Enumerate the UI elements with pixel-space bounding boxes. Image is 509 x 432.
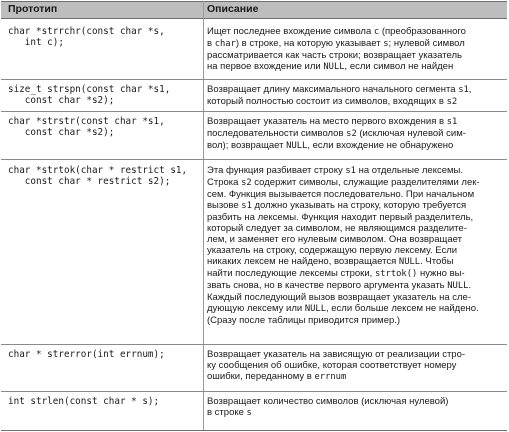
text-run: , если вхождение не обнаружено: [307, 140, 454, 151]
description-line: [207, 280, 505, 292]
code-token: s2: [346, 129, 357, 139]
table-header: [1, 1, 507, 19]
text-run: в строке: [207, 407, 247, 418]
text-run: Возвращает указатель на зависящую от реализации стро-: [207, 349, 466, 360]
description-line: [207, 26, 505, 38]
description-line: [207, 140, 505, 152]
description-line: [207, 128, 505, 140]
code-token: NULL: [286, 141, 308, 151]
description-strerror: [207, 349, 505, 383]
code-token: s: [246, 408, 252, 418]
code-token: strtok(): [374, 269, 418, 279]
text-run: вызове: [207, 200, 242, 211]
prototype-strspn: size_t strspn(const char *s1, const char *s2);: [8, 84, 171, 106]
description-line: [207, 315, 505, 326]
code-token: char: [214, 39, 236, 49]
row-separator: [1, 79, 507, 80]
code-token: NULL: [304, 304, 326, 314]
description-line: [207, 38, 505, 50]
column-divider: [203, 1, 204, 430]
text-run: Возвращает количество символов (исключая нулевой): [207, 396, 449, 407]
text-run: (исключая нулевой сим-: [356, 128, 466, 139]
text-run: должно указывать на строку, которую требуется: [251, 200, 467, 211]
header-prototype: Прототип: [8, 3, 58, 15]
text-run: Возвращает длину максимального начального сегмента: [207, 84, 459, 95]
text-run: на отдельные лексемы.: [355, 165, 463, 176]
text-run: Ищет последнее вхождение символа: [207, 26, 374, 37]
row-separator: [1, 391, 507, 392]
description-line: [207, 189, 505, 200]
text-run: ) в строке, на которую указывает: [235, 38, 384, 49]
table-bottom-rule: [1, 430, 507, 431]
text-run: Каждый последующий вызов возвращает указатель на сле-: [207, 292, 471, 303]
prototype-strlen: int strlen(const char * s);: [8, 396, 160, 407]
description-line: [207, 268, 505, 280]
text-run: Строка: [207, 177, 242, 188]
text-run: на первое вхождение или: [207, 61, 324, 72]
description-line: [207, 349, 505, 360]
row-separator: [1, 344, 507, 345]
code-token: s1: [345, 166, 356, 176]
text-run: который полностью состоит из символов, входящих в: [207, 96, 447, 107]
text-run: (преобразованного: [379, 26, 466, 37]
description-strspn: [207, 84, 505, 108]
description-line: [207, 407, 505, 419]
description-line: [207, 371, 505, 383]
description-strstr: [207, 116, 505, 152]
text-run: , если символ не найден: [344, 61, 454, 72]
description-strlen: [207, 396, 505, 419]
text-run: найти последующие лексемы строки,: [207, 268, 375, 279]
code-token: NULL: [323, 62, 345, 72]
text-run: (Сразу после таблицы приводится пример.): [207, 315, 401, 326]
text-run: вол); возвращает: [207, 140, 287, 151]
code-token: c: [373, 27, 380, 37]
text-run: никаких лексем не найдено, возвращается: [207, 256, 399, 267]
code-token: s2: [241, 178, 252, 188]
description-line: [207, 212, 505, 223]
text-run: ,: [468, 84, 472, 95]
code-token: NULL: [447, 281, 469, 291]
text-run: разбить на лексемы. Функция находит первый разделитель,: [207, 212, 474, 223]
text-run: Возвращает указатель на место первого вхождения в: [207, 116, 447, 127]
header-description: Описание: [207, 3, 259, 15]
description-line: [207, 223, 505, 234]
row-separator: [1, 159, 507, 160]
code-token: s: [383, 39, 389, 49]
text-run: содержит символы, служащие разделителями лек-: [251, 177, 480, 188]
text-run: ; нулевой символ: [388, 38, 465, 49]
code-token: s1: [458, 85, 469, 95]
code-token: s2: [446, 97, 458, 107]
text-run: в: [207, 38, 215, 49]
row-separator: [1, 111, 507, 112]
description-line: [207, 396, 505, 407]
text-run: нужно вы-: [417, 268, 465, 279]
description-strrchr: [207, 26, 505, 73]
text-run: последовательности символов: [207, 128, 347, 139]
text-run: , если больше лексем не найдено.: [326, 303, 479, 314]
description-line: [207, 165, 505, 177]
description-line: [207, 234, 505, 245]
description-line: [207, 50, 505, 61]
prototype-strerror: char * strerror(int errnum);: [8, 349, 165, 360]
description-line: [207, 245, 505, 256]
description-line: [207, 256, 505, 268]
text-run: ку сообщения об ошибке, которая соответствует номеру: [207, 360, 457, 371]
prototype-strtok: char *strtok(char * restrict s1, const char * restrict s2);: [8, 165, 188, 187]
description-line: [207, 96, 505, 108]
description-line: [207, 61, 505, 73]
text-run: ошибки, переданному в: [207, 371, 315, 382]
text-run: дующую лексему или: [207, 303, 305, 314]
description-line: [207, 116, 505, 128]
code-token: errnum: [314, 372, 347, 382]
prototype-strrchr: char *strrchr(const char *s, int c);: [8, 26, 165, 48]
code-token: s1: [241, 201, 252, 211]
description-strtok: [207, 165, 505, 326]
text-run: лем, и заменяет его нулевым символом. Она возвращает: [207, 234, 462, 245]
text-run: Эта функция разбивает строку: [207, 165, 346, 176]
prototype-strstr: char *strstr(const char *s1, const char *s2);: [8, 116, 165, 138]
text-run: звать снова, но в качестве первого аргумента указать: [207, 280, 448, 291]
text-run: рассматривается как часть строки; возвращает указатель: [207, 50, 462, 61]
text-run: . Чтобы: [420, 256, 454, 267]
text-run: указатель на строку, содержащую первую лексему. Если: [207, 245, 458, 256]
text-run: сем. Функция вызывается последовательно. При начальном: [207, 189, 475, 200]
description-line: [207, 177, 505, 189]
description-line: [207, 200, 505, 212]
description-line: [207, 303, 505, 315]
description-line: [207, 84, 505, 96]
text-run: который следует за символом, не являющимся разделите-: [207, 223, 467, 234]
text-run: .: [468, 280, 472, 291]
code-token: s1: [446, 117, 458, 127]
code-token: NULL: [398, 257, 421, 267]
description-line: [207, 292, 505, 303]
description-line: [207, 360, 505, 371]
